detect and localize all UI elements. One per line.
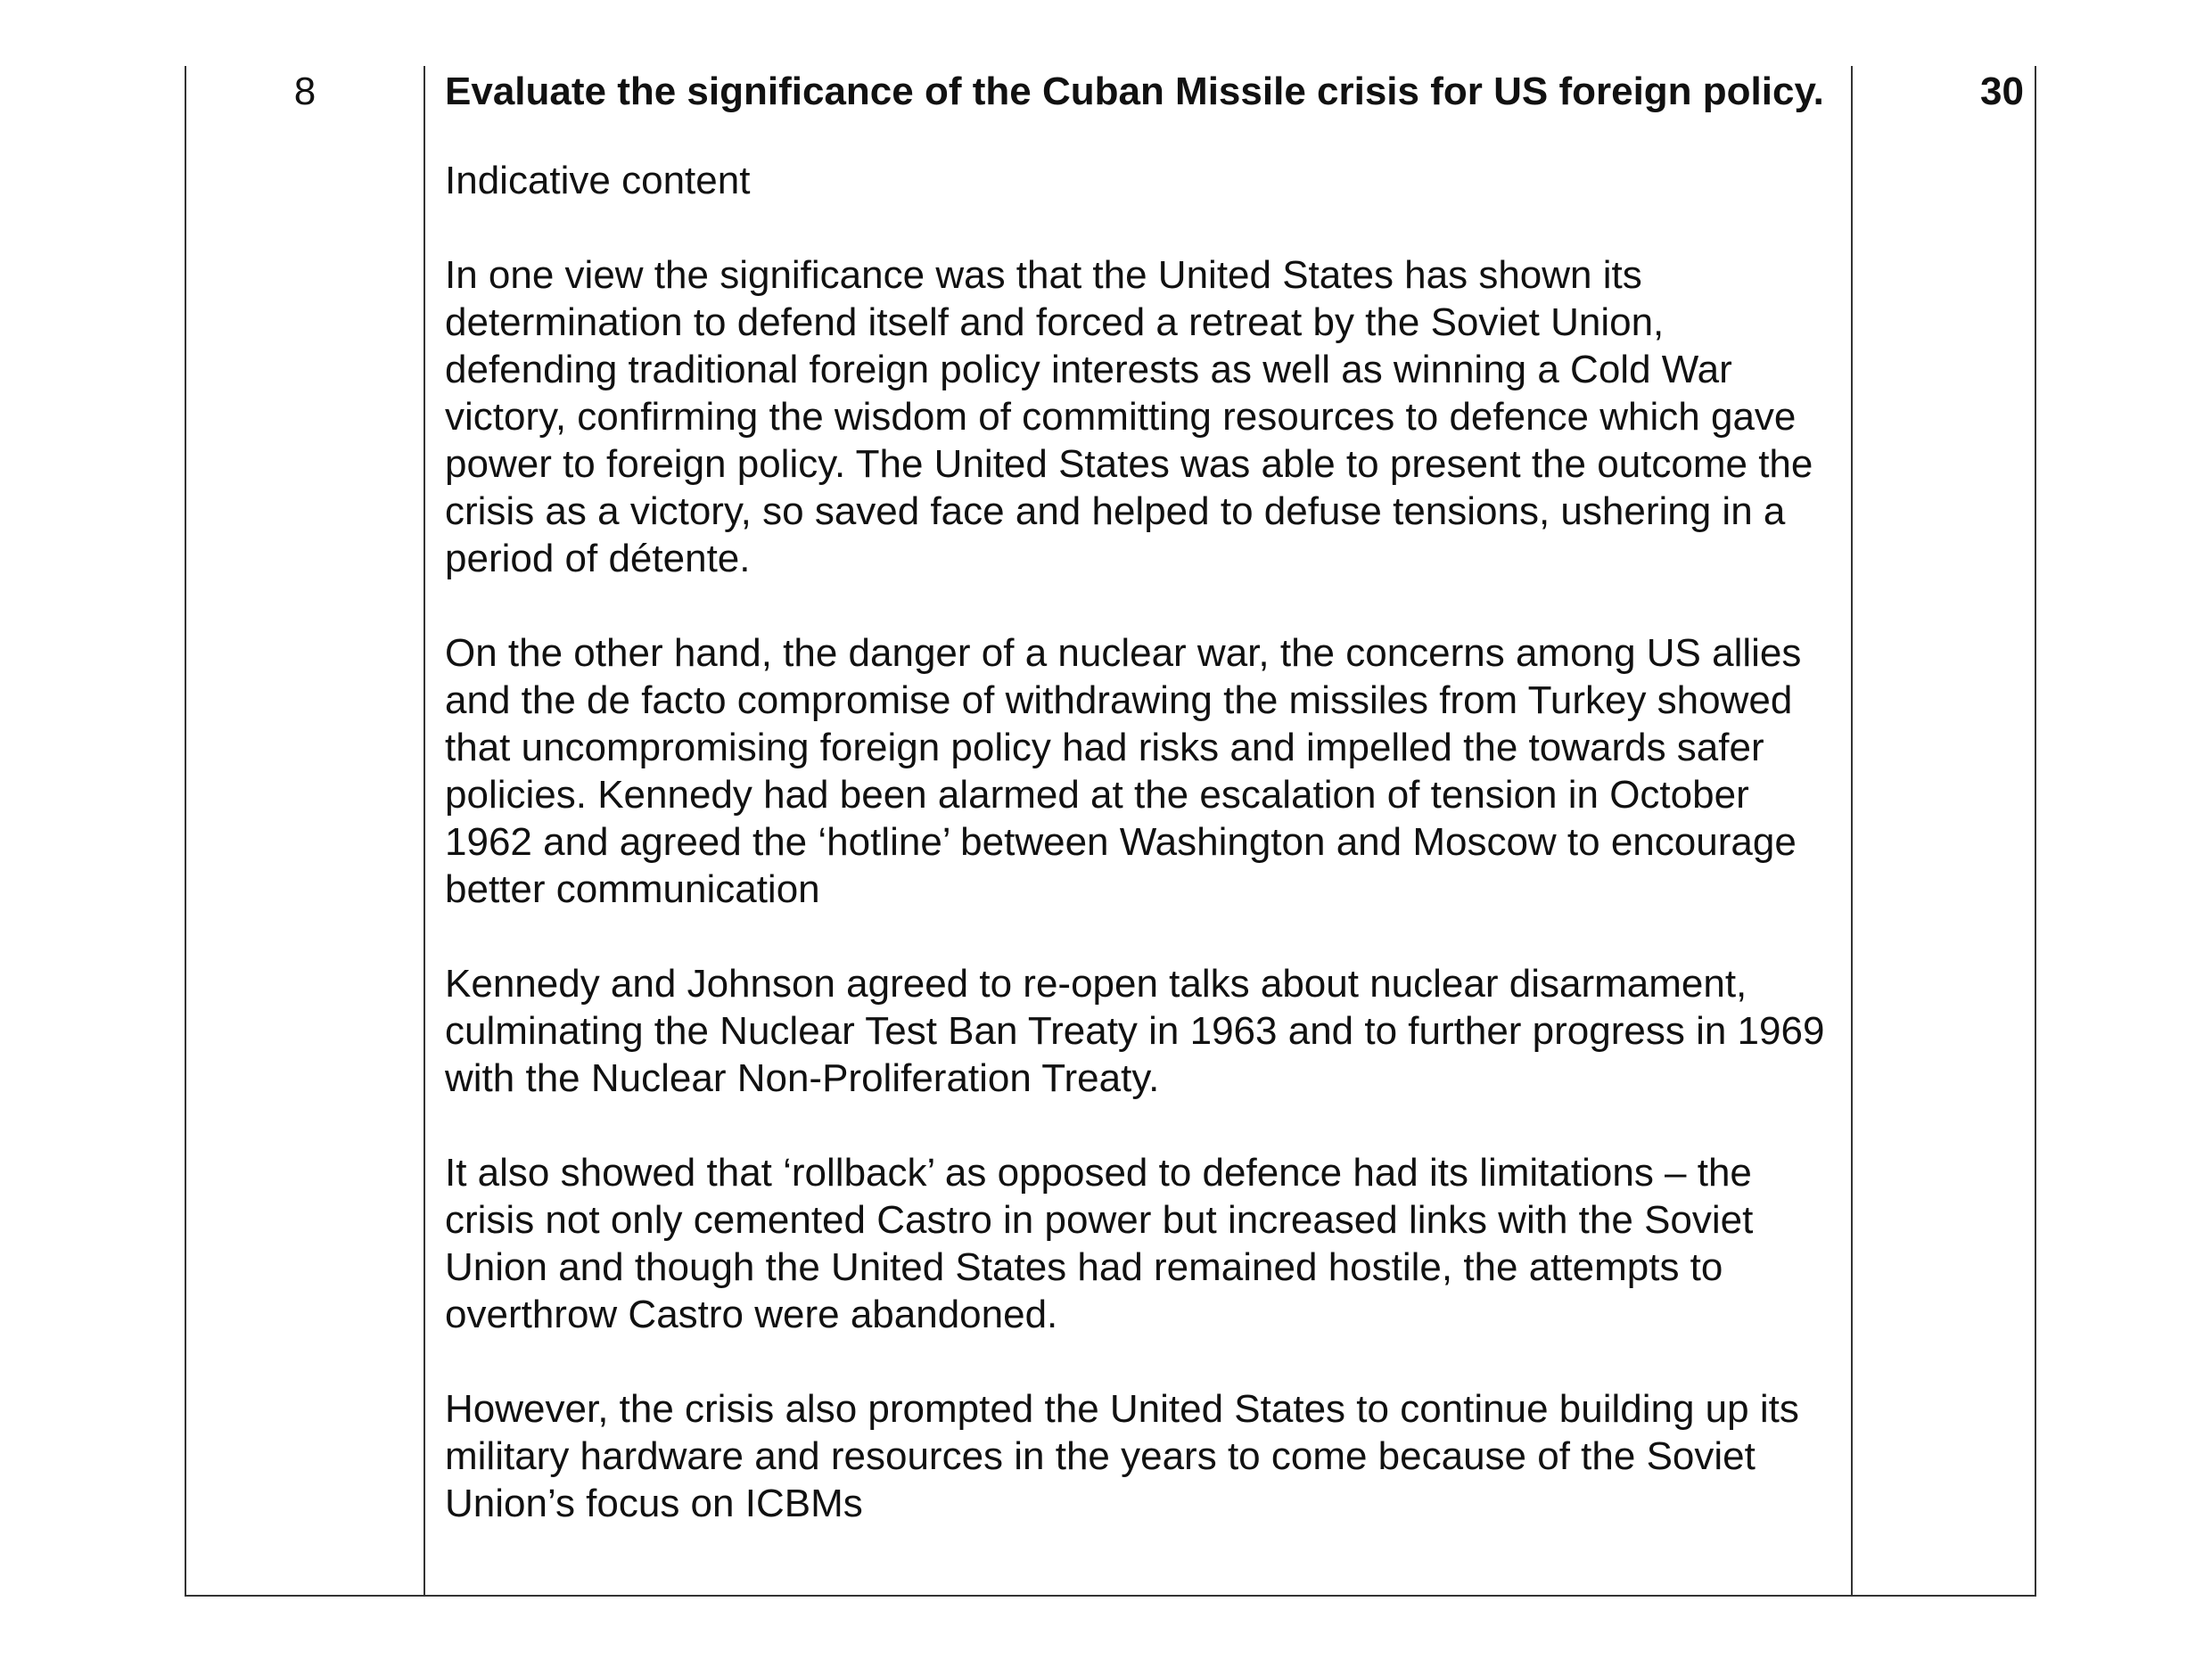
- answer-guidance-cell: [445, 68, 1836, 1527]
- column-divider: [423, 66, 425, 1595]
- content-paragraph: In one view the significance was that the United States has shown its determination to defend itself and forced a retreat by the Soviet Union, defending traditional foreign policy interests as well as winning a Cold War victory, confirming the wisdom of committing resources to defence which gave power to foreign policy. The United States was able to present the outcome the crisis as a victory, so saved face and helped to defuse tensions, ushering in a period of détente.: [445, 253, 1813, 580]
- question-number: 8: [293, 70, 317, 113]
- marks-value: 30: [1980, 70, 2024, 113]
- mark-scheme-table: [185, 66, 2036, 1597]
- content-paragraph: However, the crisis also prompted the United States to continue building up its military hardware and resources in the years to come because of the Soviet Union’s focus on ICBMs: [445, 1387, 1799, 1525]
- question-text: Evaluate the significance of the Cuban Missile crisis for US foreign policy.: [445, 70, 1824, 113]
- content-paragraph: Kennedy and Johnson agreed to re-open talks about nuclear disarmament, culminating the Nuclear Test Ban Treaty in 1963 and to further progress in 1969 with the Nuclear Non-Proliferation Treaty.: [445, 962, 1825, 1100]
- indicative-content-heading: Indicative content: [445, 159, 751, 202]
- content-paragraph: It also showed that ‘rollback’ as opposed to defence had its limitations – the crisis not only cemented Castro in power but increased links with the Soviet Union and though the United States had remained hostile, the attempts to overthrow Castro were abandoned.: [445, 1151, 1754, 1336]
- column-divider: [1851, 66, 1853, 1595]
- content-paragraph: On the other hand, the danger of a nuclear war, the concerns among US allies and the de facto compromise of withdrawing the missiles from Turkey showed that uncompromising foreign policy had risks and impelled the towards safer policies. Kennedy had been alarmed at the escalation of tension in October 1962 and agreed the ‘hotline’ between Washington and Moscow to encourage better communication: [445, 631, 1802, 911]
